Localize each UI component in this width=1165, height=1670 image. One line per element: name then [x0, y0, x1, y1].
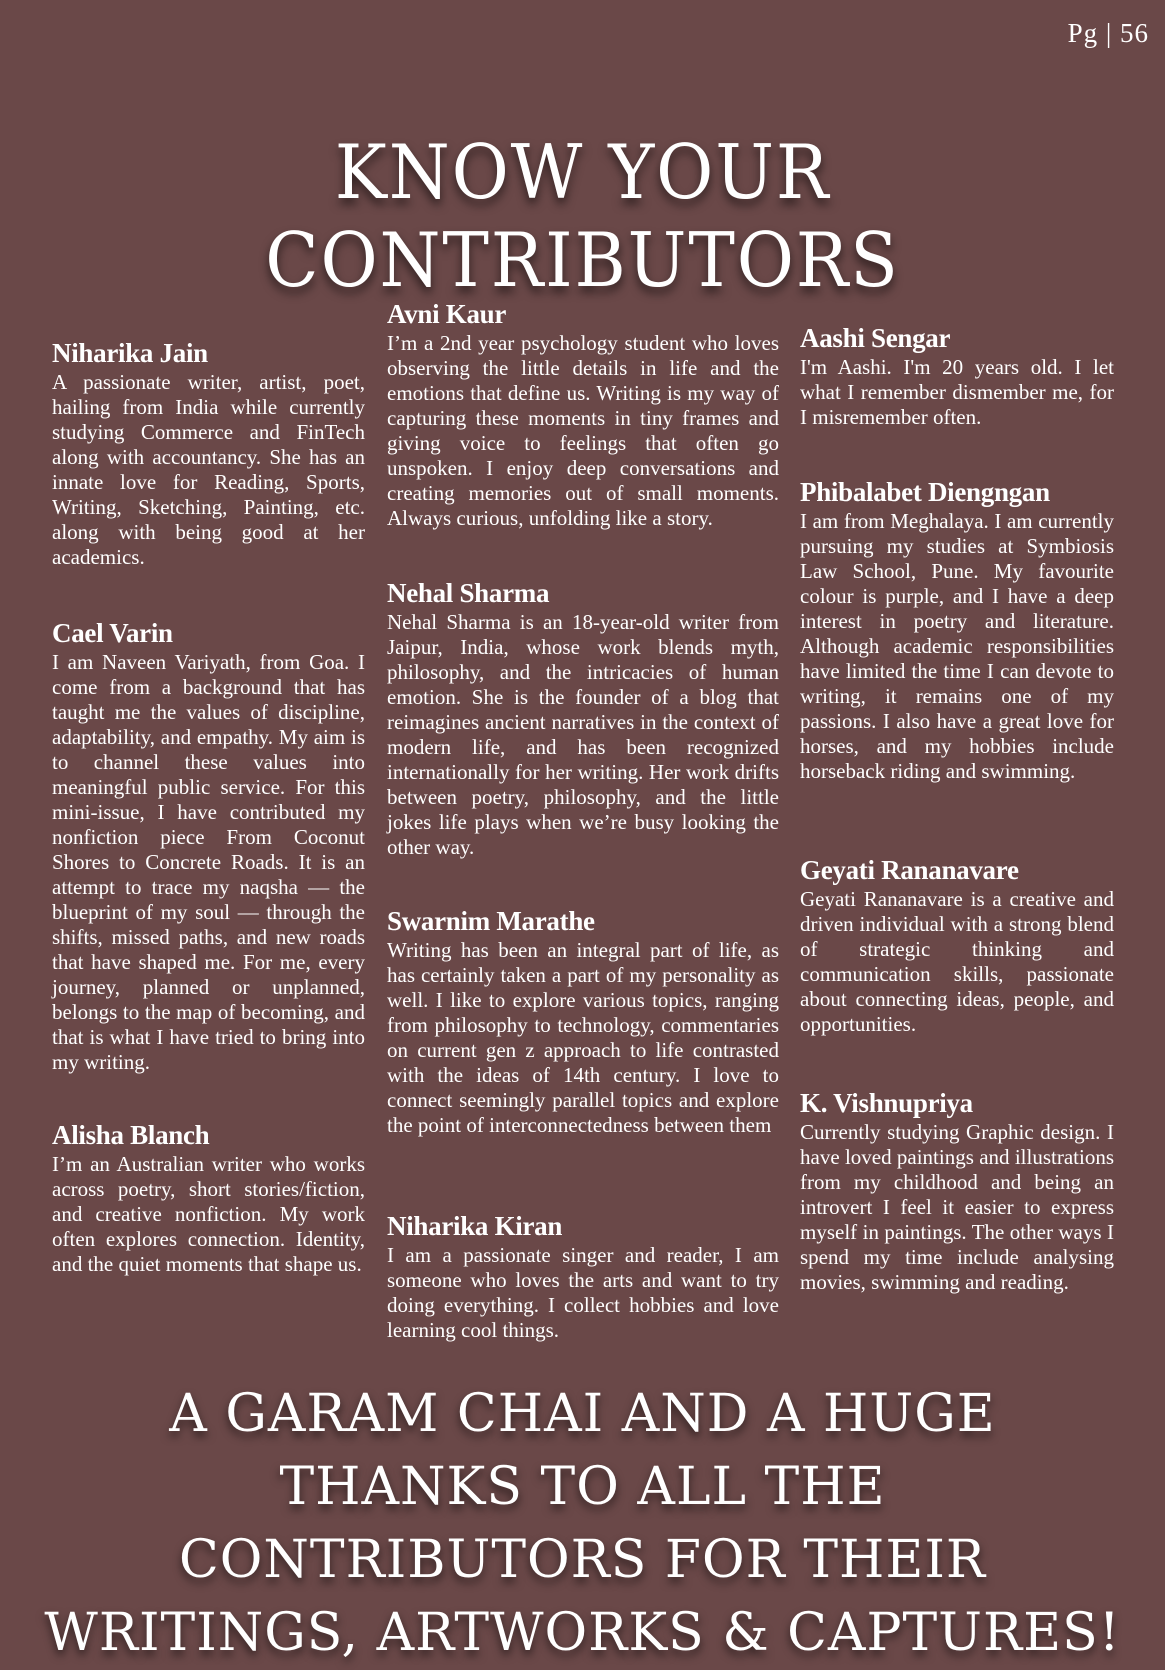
contributor-name: Avni Kaur: [387, 299, 507, 329]
contributor-name: Aashi Sengar: [800, 323, 951, 353]
contributor-bio: I’m an Australian writer who works across poetry, short stories/fiction, and creative nonfiction. My work often explores connection. Identity, and the quiet moments that shape us.: [52, 1152, 365, 1276]
contributor-bio: Geyati Rananavare is a creative and driven individual with a strong blend of strategic thinking and communication skills, passionate about connecting ideas, people, and opportunities.: [800, 887, 1114, 1036]
page-number: Pg | 56: [1067, 18, 1149, 48]
contributor-bio: I am Naveen Variyath, from Goa. I come from a background that has taught me the values of discipline, adaptability, and empathy. My aim is to channel these values into meaningful public service. For this mini-issue, I have contributed my nonfiction piece From Coconut Shores to Concrete Roads. It is an attempt to trace my naqsha — the blueprint of my soul — through the shifts, missed paths, and new roads that have shaped me. For me, every journey, planned or unplanned, belongs to the map of becoming, and that is what I have tried to bring into my writing.: [52, 650, 365, 1074]
contributor-bio: A passionate writer, artist, poet, hailing from India while currently studying Commerce and FinTech along with accountancy. She has an innate love for Reading, Sports, Writing, Sketching, Painting, etc. along with being good at her academics.: [52, 370, 365, 569]
contributor-cael-varin: [52, 618, 365, 1075]
contributor-bio: Writing has been an integral part of life, as has certainly taken a part of my personality as well. I like to explore various topics, ranging from philosophy to technology, commentaries on current gen z approach to life contrasted with the ideas of 14th century. I love to connect seemingly parallel topics and explore the point of interconnectedness between them: [387, 938, 779, 1137]
contributor-name: Cael Varin: [52, 618, 173, 648]
contributor-bio: I am a passionate singer and reader, I am someone who loves the arts and want to try doing everything. I collect hobbies and love learning cool things.: [387, 1243, 779, 1342]
contributor-bio: Currently studying Graphic design. I have loved paintings and illustrations from my childhood and being an introvert I feel it easier to express myself in paintings. The other ways I spend my time include analysing movies, swimming and reading.: [800, 1120, 1114, 1294]
contributor-niharika-jain: [52, 338, 365, 570]
contributor-avni-kaur: [387, 299, 779, 531]
contributor-name: Phibalabet Diengngan: [800, 477, 1050, 507]
contributor-nehal-sharma: [387, 578, 779, 860]
contributor-name: Nehal Sharma: [387, 578, 550, 608]
closing-message: A GARAM CHAI AND A HUGE THANKS TO ALL THE CONTRIBUTORS FOR THEIR WRITINGS, ARTWORKS & CAPTURES!: [44, 1384, 1121, 1663]
page-title: KNOW YOUR CONTRIBUTORS: [265, 128, 900, 304]
contributor-alisha-blanch: [52, 1120, 365, 1277]
contributor-name: Niharika Kiran: [387, 1211, 563, 1241]
contributor-niharika-kiran: [387, 1211, 779, 1343]
contributor-aashi-sengar: [800, 323, 1114, 430]
contributor-phibalabet-diengngan: [800, 477, 1114, 784]
contributor-bio: Nehal Sharma is an 18-year-old writer from Jaipur, India, whose work blends myth, philosophy, and the intricacies of human emotion. She is the founder of a blog that reimagines ancient narratives in the context of modern life, and has been recognized internationally for her writing. Her work drifts between poetry, philosophy, and the little jokes life plays when we’re busy looking the other way.: [387, 610, 779, 859]
contributor-name: Alisha Blanch: [52, 1120, 210, 1150]
contributor-geyati-rananavare: [800, 855, 1114, 1037]
contributor-swarnim-marathe: [387, 906, 779, 1138]
contributor-bio: I am from Meghalaya. I am currently pursuing my studies at Symbiosis Law School, Pune. My favourite colour is purple, and I have a deep interest in poetry and literature. Although academic responsibilities have limited the time I can devote to writing, it remains one of my passions. I also have a great love for horses, and my hobbies include horseback riding and swimming.: [800, 509, 1114, 783]
contributor-name: Geyati Rananavare: [800, 855, 1019, 885]
contributor-name: K. Vishnupriya: [800, 1088, 973, 1118]
contributor-name: Swarnim Marathe: [387, 906, 595, 936]
contributor-k-vishnupriya: [800, 1088, 1114, 1295]
contributor-name: Niharika Jain: [52, 338, 208, 368]
contributor-bio: I'm Aashi. I'm 20 years old. I let what I remember dismember me, for I misremember often.: [800, 355, 1114, 429]
contributor-bio: I’m a 2nd year psychology student who loves observing the little details in life and the emotions that define us. Writing is my way of capturing these moments in tiny frames and giving voice to feelings that often go unspoken. I enjoy deep conversations and creating memories out of small moments. Always curious, unfolding like a story.: [387, 331, 779, 530]
